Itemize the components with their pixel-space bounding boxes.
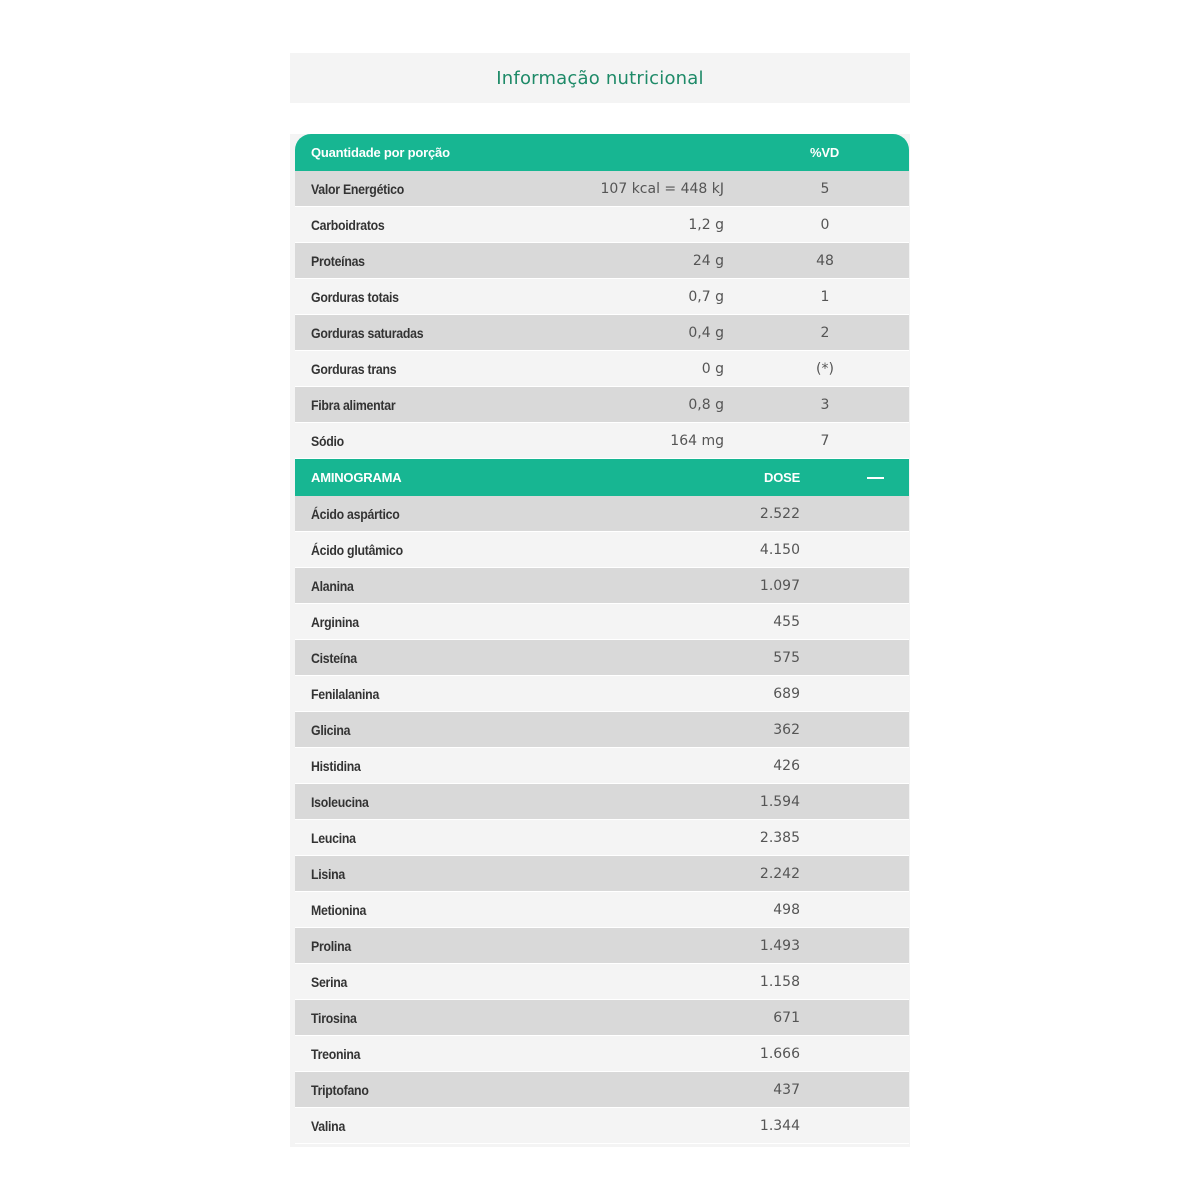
table-row [295,351,909,387]
table-row [295,1000,909,1036]
row-name: Treonina [311,1046,361,1062]
row-vd: 3 [820,397,830,413]
row-name: Gorduras saturadas [311,325,424,341]
table-row [295,423,909,459]
title-bar [290,53,910,103]
row-name: Arginina [311,614,359,630]
row-name: Carboidratos [311,217,385,233]
row-vd: 2 [820,325,830,341]
row-name: Prolina [311,938,351,954]
nutrition-header [295,134,909,171]
row-vd: (*) [816,361,834,377]
table-row [295,748,909,784]
table-row [295,928,909,964]
aminogram-header-label: AMINOGRAMA [311,470,402,485]
table-row [295,243,909,279]
table-row [295,1072,909,1108]
row-name: Triptofano [311,1082,369,1098]
row-name: Glicina [311,722,351,738]
nutrition-header-vd: %VD [810,145,840,160]
nutrition-rows [295,171,909,459]
row-name: Serina [311,974,348,990]
row-name: Gorduras trans [311,361,397,377]
row-name: Proteínas [311,253,365,269]
row-name: Leucina [311,830,356,846]
row-quantity: 1,2 g [688,217,724,233]
table-row [295,1108,909,1144]
aminogram-rows [295,496,909,1144]
aminogram-header[interactable] [295,459,909,496]
row-dose: 2.522 [759,506,800,522]
nutrition-header-label: Quantidade por porção [311,145,450,160]
row-dose: 2.385 [759,830,800,846]
table-row [295,964,909,1000]
row-dose: 437 [773,1082,800,1098]
row-name: Sódio [311,433,344,449]
row-dose: 671 [773,1010,800,1026]
table-row [295,387,909,423]
row-name: Histidina [311,758,361,774]
nutrition-table [295,134,909,1144]
row-dose: 1.666 [759,1046,800,1062]
row-name: Cisteína [311,650,357,666]
row-quantity: 164 mg [670,433,724,449]
row-name: Isoleucina [311,794,369,810]
row-dose: 498 [773,902,800,918]
table-row [295,279,909,315]
row-name: Valina [311,1118,346,1134]
row-name: Metionina [311,902,367,918]
minus-icon[interactable] [867,477,884,479]
row-dose: 455 [773,614,800,630]
table-row [295,568,909,604]
table-row [295,315,909,351]
row-vd: 48 [816,253,834,269]
table-row [295,640,909,676]
row-dose: 1.493 [759,938,800,954]
nutrition-panel [290,53,910,1147]
row-vd: 7 [820,433,830,449]
row-name: Ácido glutâmico [311,542,403,558]
row-quantity: 0,7 g [688,289,724,305]
table-row [295,532,909,568]
row-dose: 4.150 [759,542,800,558]
row-name: Tirosina [311,1010,357,1026]
table-row [295,676,909,712]
row-dose: 575 [773,650,800,666]
table-row [295,784,909,820]
page-title: Informação nutricional [496,67,704,89]
table-row [295,207,909,243]
row-name: Gorduras totais [311,289,399,305]
row-dose: 362 [773,722,800,738]
row-vd: 1 [820,289,830,305]
table-row [295,712,909,748]
table-row [295,1036,909,1072]
title-gap [290,103,910,134]
table-row [295,892,909,928]
row-quantity: 24 g [692,253,724,269]
row-name: Lisina [311,866,346,882]
row-quantity: 0,4 g [688,325,724,341]
row-vd: 0 [820,217,830,233]
row-dose: 1.158 [759,974,800,990]
table-row [295,496,909,532]
row-dose: 1.344 [759,1118,800,1134]
row-dose: 426 [773,758,800,774]
aminogram-header-dose: DOSE [764,470,801,485]
row-name: Ácido aspártico [311,506,400,522]
table-row [295,604,909,640]
row-quantity: 0,8 g [688,397,724,413]
row-dose: 689 [773,686,800,702]
row-name: Valor Energético [311,181,405,197]
row-name: Fibra alimentar [311,397,396,413]
row-quantity: 107 kcal = 448 kJ [600,181,724,197]
table-row [295,171,909,207]
row-dose: 1.594 [759,794,800,810]
row-quantity: 0 g [701,361,724,377]
row-dose: 2.242 [759,866,800,882]
table-row [295,820,909,856]
table-row [295,856,909,892]
row-name: Fenilalanina [311,686,380,702]
row-name: Alanina [311,578,354,594]
row-dose: 1.097 [759,578,800,594]
row-vd: 5 [820,181,830,197]
